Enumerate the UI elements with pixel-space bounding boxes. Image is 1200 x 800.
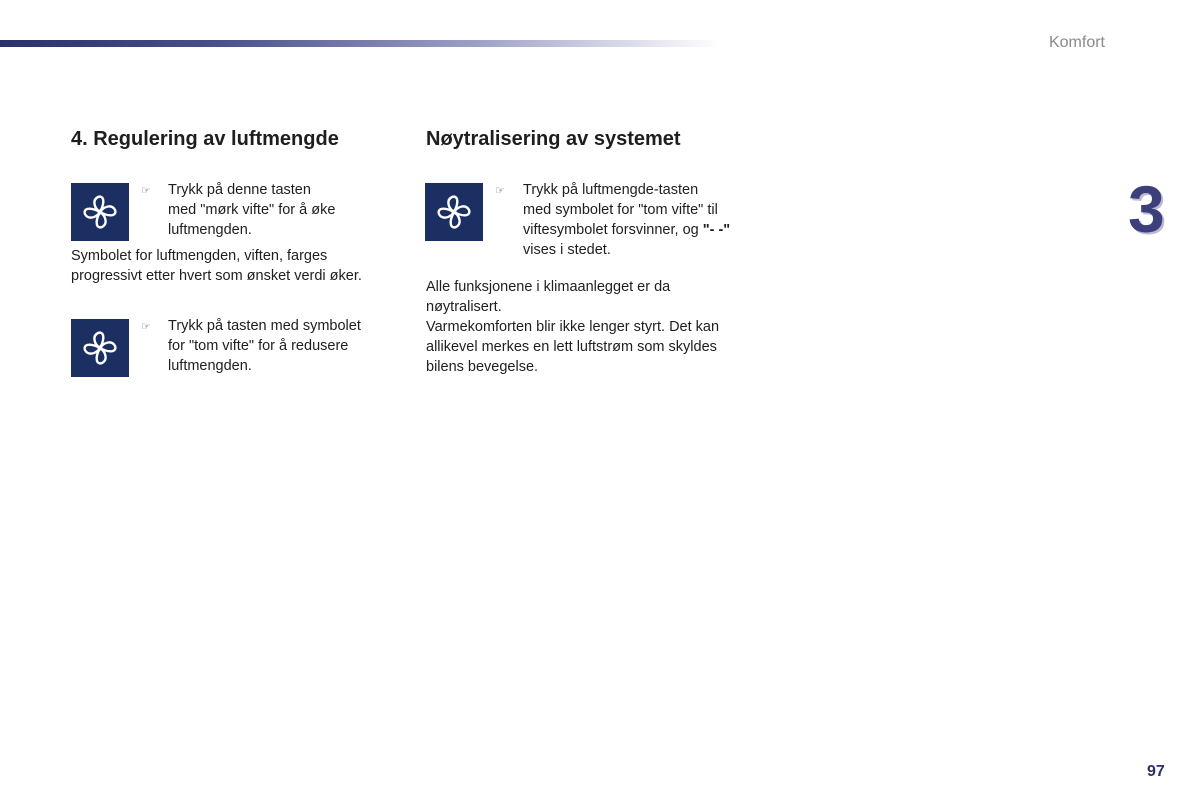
fan-empty-button-icon [71,319,129,377]
bullet-pointer-icon: ☞ [141,185,151,197]
bullet-pointer-icon: ☞ [141,321,151,333]
left-step1-text [168,180,335,240]
text-fragment: viftesymbolet forsvinner, og [523,222,703,238]
text-line: Symbolet for luftmengden, viften, farges [71,248,328,264]
text-line: for "tom vifte" for å redusere [168,338,349,354]
text-line: vises i stedet. [523,242,611,258]
text-line: Trykk på denne tasten [168,182,311,198]
dash-symbol: "- -" [702,222,731,238]
left-note-text [71,246,362,286]
text-line: Varmekomforten blir ikke lenger styrt. Det kan [426,319,720,335]
text-line: Trykk på tasten med symbolet [168,318,361,334]
header-gradient-bar [0,40,720,47]
text-line: med symbolet for "tom vifte" til [523,202,718,218]
left-section-title: 4. Regulering av luftmengde [71,128,339,150]
chapter-number: 3 [1128,172,1165,246]
bullet-pointer-icon: ☞ [495,185,505,197]
right-step1-text [523,180,730,260]
left-step2-text [168,316,361,376]
text-line: Alle funksjonene i klimaanlegget er da [426,279,671,295]
text-line: progressivt etter hvert som ønsket verdi øker. [71,268,362,284]
fan-dark-button-icon [71,183,129,241]
fan-icon [80,328,120,368]
text-line: Trykk på luftmengde-tasten [523,182,699,198]
section-label: Komfort [1048,34,1105,51]
text-line: luftmengden. [168,358,252,374]
text-line: allikevel merkes en lett luftstrøm som skyldes [426,339,717,355]
text-line: nøytralisert. [426,299,502,315]
page-number: 97 [1147,763,1165,780]
fan-icon [434,192,474,232]
text-line: bilens bevegelse. [426,359,539,375]
text-line [523,220,730,240]
text-line: med "mørk vifte" for å øke [168,202,336,218]
right-paragraph-text [426,277,719,377]
fan-icon [80,192,120,232]
right-section-title: Nøytralisering av systemet [426,128,681,150]
text-line: luftmengden. [168,222,252,238]
fan-empty-button-icon [425,183,483,241]
